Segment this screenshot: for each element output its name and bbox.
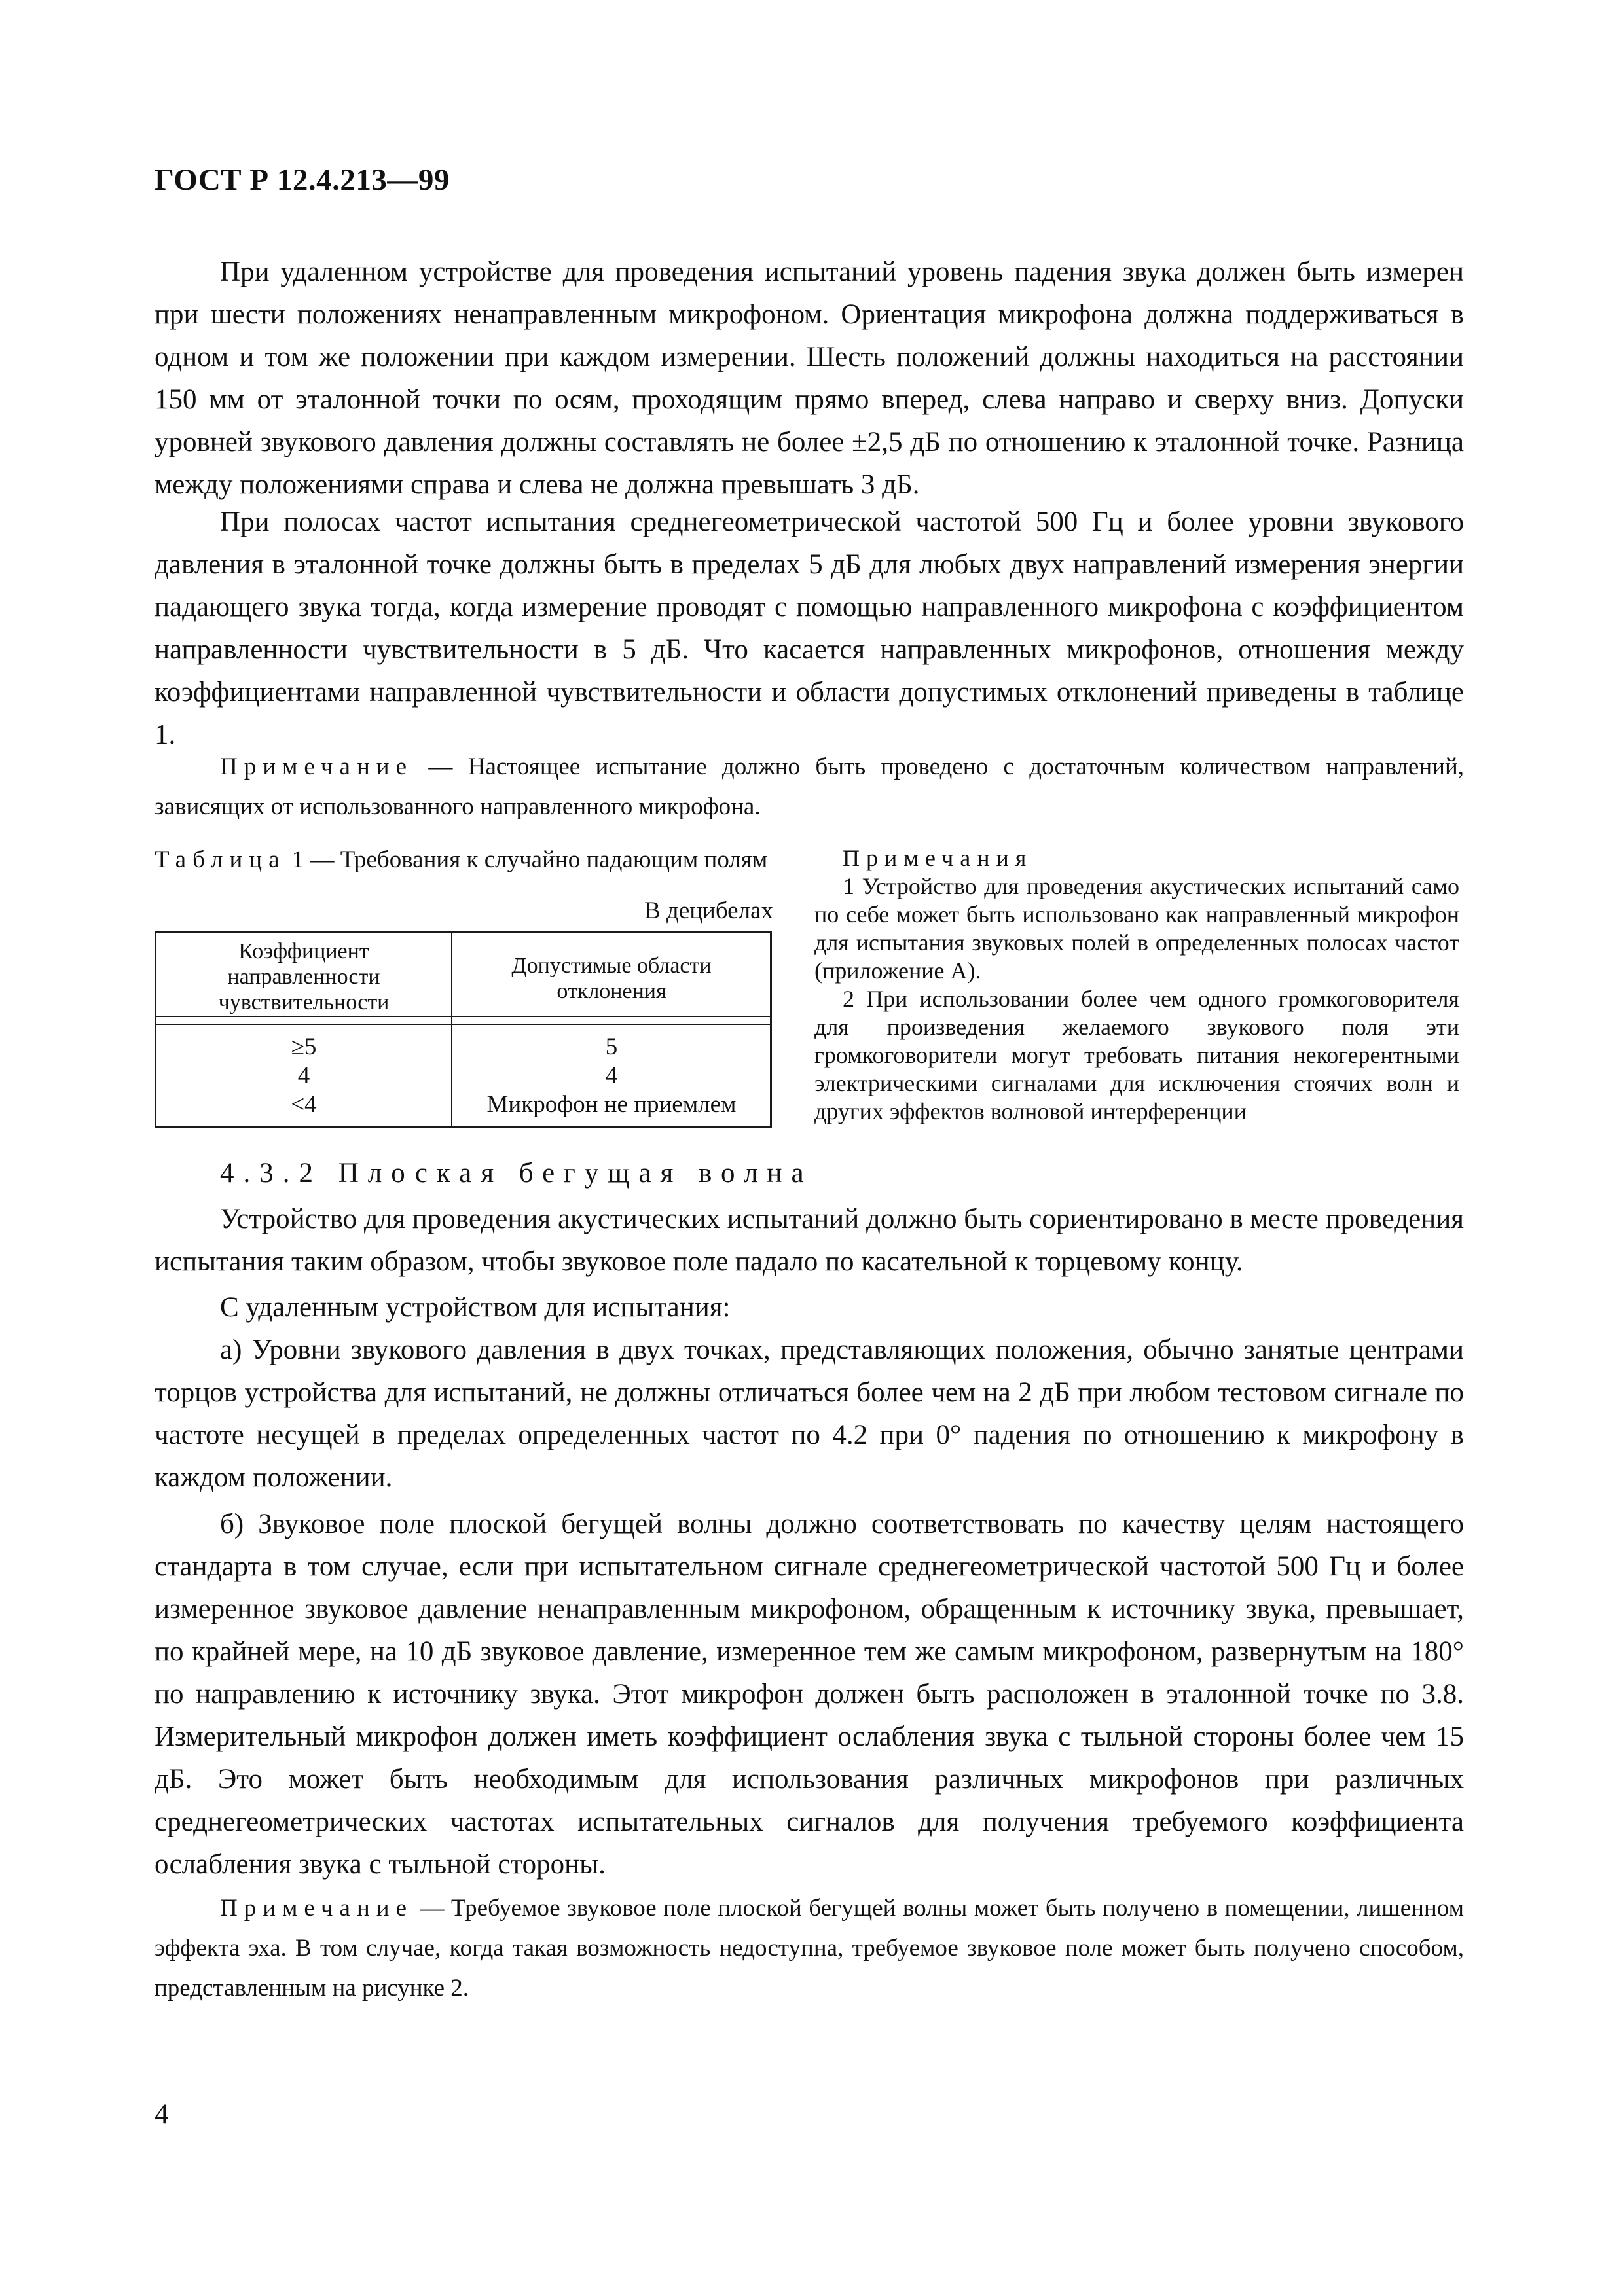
paragraph-remote-device: При удаленном устройстве для проведения испытаний уровень падения звука должен быть измерен при шести положениях ненаправленным микрофоном. Ориентация микрофона должна поддерживаться в одном и том же положении при каждом измерении. Шесть положений должны находиться на расстоянии 150 мм от эталонной точки по осям, проходящим прямо вперед, слева направо и сверху вниз. Допуски уровней звукового давления должны составлять не более ±2,5 дБ по отношению к эталонной точке. Разница между положениями справа и слева не должна превышать 3 дБ. <box>155 257 1464 500</box>
table-caption <box>155 846 773 874</box>
paragraph-item-a: а) Уровни звукового давления в двух точках, представляющих положения, обычно занятые центрами торцов устройства для испытаний, не должны отличаться более чем на 2 дБ при любом тестовом сигнале по частоте несущей в пределах определенных частот по 4.2 при 0° падения по отношению к микрофону в каждом положении. <box>155 1335 1464 1493</box>
note-label: Примечание <box>220 753 413 780</box>
side-note-1: 1 Устройство для проведения акустических испытаний само по себе может быть использовано как направленный микрофон для испытания звуковых полей в определенных полосах частот (приложение А). <box>814 873 1459 984</box>
table-cell-coef: <4 <box>291 1091 317 1118</box>
table-header-coefficient: Коэффициент направленности чувствительности <box>218 939 390 1014</box>
requirements-table <box>155 931 772 1128</box>
page-number: 4 <box>155 2099 169 2130</box>
table-caption-text: 1 — Требования к случайно падающим полям <box>291 846 768 873</box>
standard-header: ГОСТ Р 12.4.213—99 <box>155 163 450 197</box>
table-cell-range: 5 <box>605 1033 618 1060</box>
note-anechoic <box>155 1888 1464 2008</box>
table-cell-coef: 4 <box>297 1062 310 1089</box>
note-text: — Настоящее испытание должно быть проведено с достаточным количеством направлений, зависящих от использованного направленного микрофона. <box>155 753 1465 820</box>
side-note-2: 2 При использовании более чем одного громкоговорителя для произведения желаемого звукового поля эти громкоговорители могут требовать питания некогерентными электрическими сигналами для исключения стоячих волн и других эффектов волновой интерференции <box>814 986 1459 1124</box>
table-unit: В децибелах <box>644 897 773 924</box>
table-caption-label: Таблица <box>155 846 286 873</box>
paragraph-remote-test: С удаленным устройством для испытания: <box>220 1292 731 1323</box>
paragraph-item-b: б) Звуковое поле плоской бегущей волны должно соответствовать по качеству целям настоящего стандарта в том случае, если при испытательном сигнале среднегеометрической частотой 500 Гц и более измеренное звуковое давление ненаправленным микрофоном, обращенным к источнику звука, превышает, по крайней мере, на 10 дБ звуковое давление, измеренное тем же самым микрофоном, развернутым на 180° по направлению к источнику звука. Этот микрофон должен быть расположен в эталонной точке по 3.8. Измерительный микрофон должен иметь коэффициент ослабления звука с тыльной стороны более чем 15 дБ. Это может быть необходимым для использования различных микрофонов при различных среднегеометрических частотах испытательных сигналов для получения требуемого коэффициента ослабления звука с тыльной стороны. <box>155 1509 1464 1880</box>
side-notes <box>814 844 1459 1126</box>
table-header-divider <box>156 1016 770 1017</box>
table-header-range: Допустимые области отклонения <box>511 954 712 1003</box>
note-label: Примечание <box>220 1895 413 1922</box>
section-title: Плоская бегущая волна <box>338 1158 813 1189</box>
section-heading <box>220 1157 813 1189</box>
table-cell-range: 4 <box>605 1062 618 1089</box>
paragraph-orientation: Устройство для проведения акустических испытаний должно быть сориентировано в месте проведения испытания таким образом, чтобы звуковое поле падало по касательной к торцевому концу. <box>155 1204 1464 1277</box>
note-directions <box>155 747 1464 827</box>
side-notes-title: Примечания <box>843 845 1033 871</box>
note-text: — Требуемое звуковое поле плоской бегущей волны может быть получено в помещении, лишенном эффекта эха. В том случае, когда такая возможность недоступна, требуемое звуковое поле может быть получено способом, представленным на рисунке 2. <box>155 1895 1464 2001</box>
section-number: 4.3.2 <box>220 1158 322 1189</box>
table-header-divider-double <box>156 1024 770 1025</box>
table-cell-coef: ≥5 <box>291 1033 317 1060</box>
table-cell-range: Микрофон не приемлем <box>486 1091 737 1118</box>
paragraph-frequency-bands: При полосах частот испытания среднегеометрической частотой 500 Гц и более уровни звукового давления в эталонной точке должны быть в пределах 5 дБ для любых двух направлений измерения энергии падающего звука тогда, когда измерение проводят с помощью направленного микрофона с коэффициентом направленности чувствительности в 5 дБ. Что касается направленных микрофонов, отношения между коэффициентами направленной чувствительности и области допустимых отклонений приведены в таблице 1. <box>155 507 1464 750</box>
